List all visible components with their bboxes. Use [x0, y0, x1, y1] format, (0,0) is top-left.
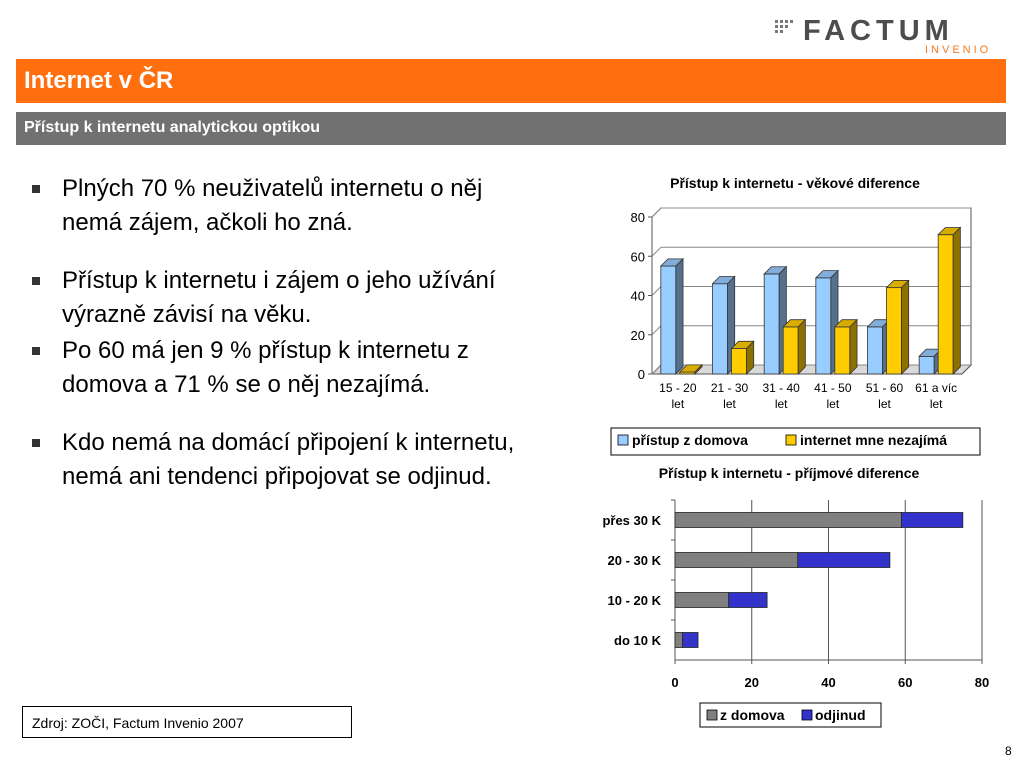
bar-1	[729, 593, 767, 608]
bar-front	[816, 278, 831, 374]
x-tick-label: 80	[974, 675, 990, 690]
x-tick-label: 51 - 60	[865, 381, 904, 395]
legend-swatch	[618, 435, 628, 445]
x-tick-label: let	[671, 397, 685, 411]
x-tick-label: 41 - 50	[814, 381, 852, 395]
y-tick-label: přes 30 K	[602, 513, 661, 528]
y-tick-label: 60	[630, 249, 645, 265]
bar-1	[798, 553, 890, 568]
bullet-item: Po 60 má jen 9 % přístup k internetu z domova a 71 % se o něj nezajímá.	[28, 334, 528, 402]
logo-word: FACTUM	[803, 16, 954, 47]
y-tick-label: do 10 K	[614, 633, 661, 648]
x-tick-label: 31 - 40	[762, 381, 800, 395]
y-tick-label: 0	[637, 367, 645, 382]
page-number: 8	[1005, 744, 1012, 758]
bar-side	[676, 259, 683, 374]
bullet-item: Kdo nemá na domácí připojení k internetu, nemá ani tendenci připojovat se odjinud.	[28, 426, 528, 494]
factum-invenio-logo	[775, 16, 1011, 56]
bar-1	[901, 513, 962, 528]
x-tick-label: 21 - 30	[710, 381, 749, 395]
chart-title: Přístup k internetu - věkové diference	[670, 175, 920, 191]
bar-0	[675, 513, 901, 528]
y-tick-label: 20	[630, 327, 645, 343]
bar-1	[887, 280, 909, 374]
bar-0	[675, 593, 729, 608]
x-tick-label: 61 a víc	[915, 381, 958, 395]
bar-front	[919, 356, 934, 374]
bar-front	[713, 284, 728, 374]
x-tick-label: let	[723, 397, 736, 411]
legend-swatch	[707, 710, 717, 720]
legend-label: odjinud	[815, 707, 866, 723]
bar-0	[675, 633, 683, 648]
y-tick-label: 20 - 30 K	[607, 553, 661, 568]
bar-0	[675, 553, 798, 568]
bar-front	[938, 235, 953, 374]
y-tick-label: 80	[630, 210, 645, 225]
bar-front	[661, 266, 676, 374]
legend-swatch	[802, 710, 812, 720]
subtitle-bar	[16, 112, 1006, 145]
bar-side	[798, 320, 805, 374]
legend-label: z domova	[720, 707, 785, 723]
y-tick-label: 40	[630, 288, 645, 304]
x-tick-label: let	[878, 397, 891, 411]
legend-swatch	[786, 435, 796, 445]
bar-1	[938, 227, 960, 374]
bar-front	[783, 327, 798, 374]
bar-1	[783, 320, 805, 374]
bullet-list	[28, 172, 528, 518]
bar-1	[732, 341, 754, 374]
bar-front	[887, 288, 902, 374]
x-tick-label: 0	[671, 675, 679, 690]
y-tick-label: 10 - 20 K	[607, 593, 661, 608]
chart-title: Přístup k internetu - příjmové diference	[658, 465, 920, 481]
bar-front	[764, 274, 779, 374]
page-title: Internet v ČR	[24, 67, 174, 94]
bar-1	[683, 633, 698, 648]
x-tick-label: 20	[744, 675, 759, 690]
bar-side	[953, 227, 960, 374]
legend-label: internet mne nezajímá	[800, 432, 948, 448]
title-bar	[16, 59, 1006, 103]
page-subtitle: Přístup k internetu analytickou optikou	[24, 119, 321, 136]
x-tick-label: let	[929, 397, 943, 411]
x-tick-label: 40	[821, 675, 836, 690]
logo-tagline: INVENIO	[925, 44, 992, 56]
income-chart	[560, 455, 1000, 745]
logo-dots-icon	[775, 20, 793, 33]
x-tick-label: 60	[898, 675, 913, 690]
x-tick-label: 15 - 20	[659, 381, 697, 395]
x-tick-label: let	[774, 397, 788, 411]
legend-label: přístup z domova	[632, 432, 748, 448]
bar-front	[835, 327, 850, 374]
bar-front	[732, 348, 747, 374]
bar-0	[661, 259, 683, 374]
bar-side	[902, 280, 909, 374]
age-chart	[600, 165, 990, 457]
bar-front	[868, 327, 883, 374]
chart-wall	[652, 208, 971, 374]
bullet-item: Přístup k internetu i zájem o jeho užívání výrazně závisí na věku.	[28, 264, 528, 332]
bar-1	[835, 320, 857, 374]
x-tick-label: let	[826, 397, 840, 411]
bar-side	[850, 320, 857, 374]
bullet-item: Plných 70 % neuživatelů internetu o něj nemá zájem, ačkoli ho zná.	[28, 172, 528, 240]
source-note: Zdroj: ZOČI, Factum Invenio 2007	[22, 706, 352, 738]
